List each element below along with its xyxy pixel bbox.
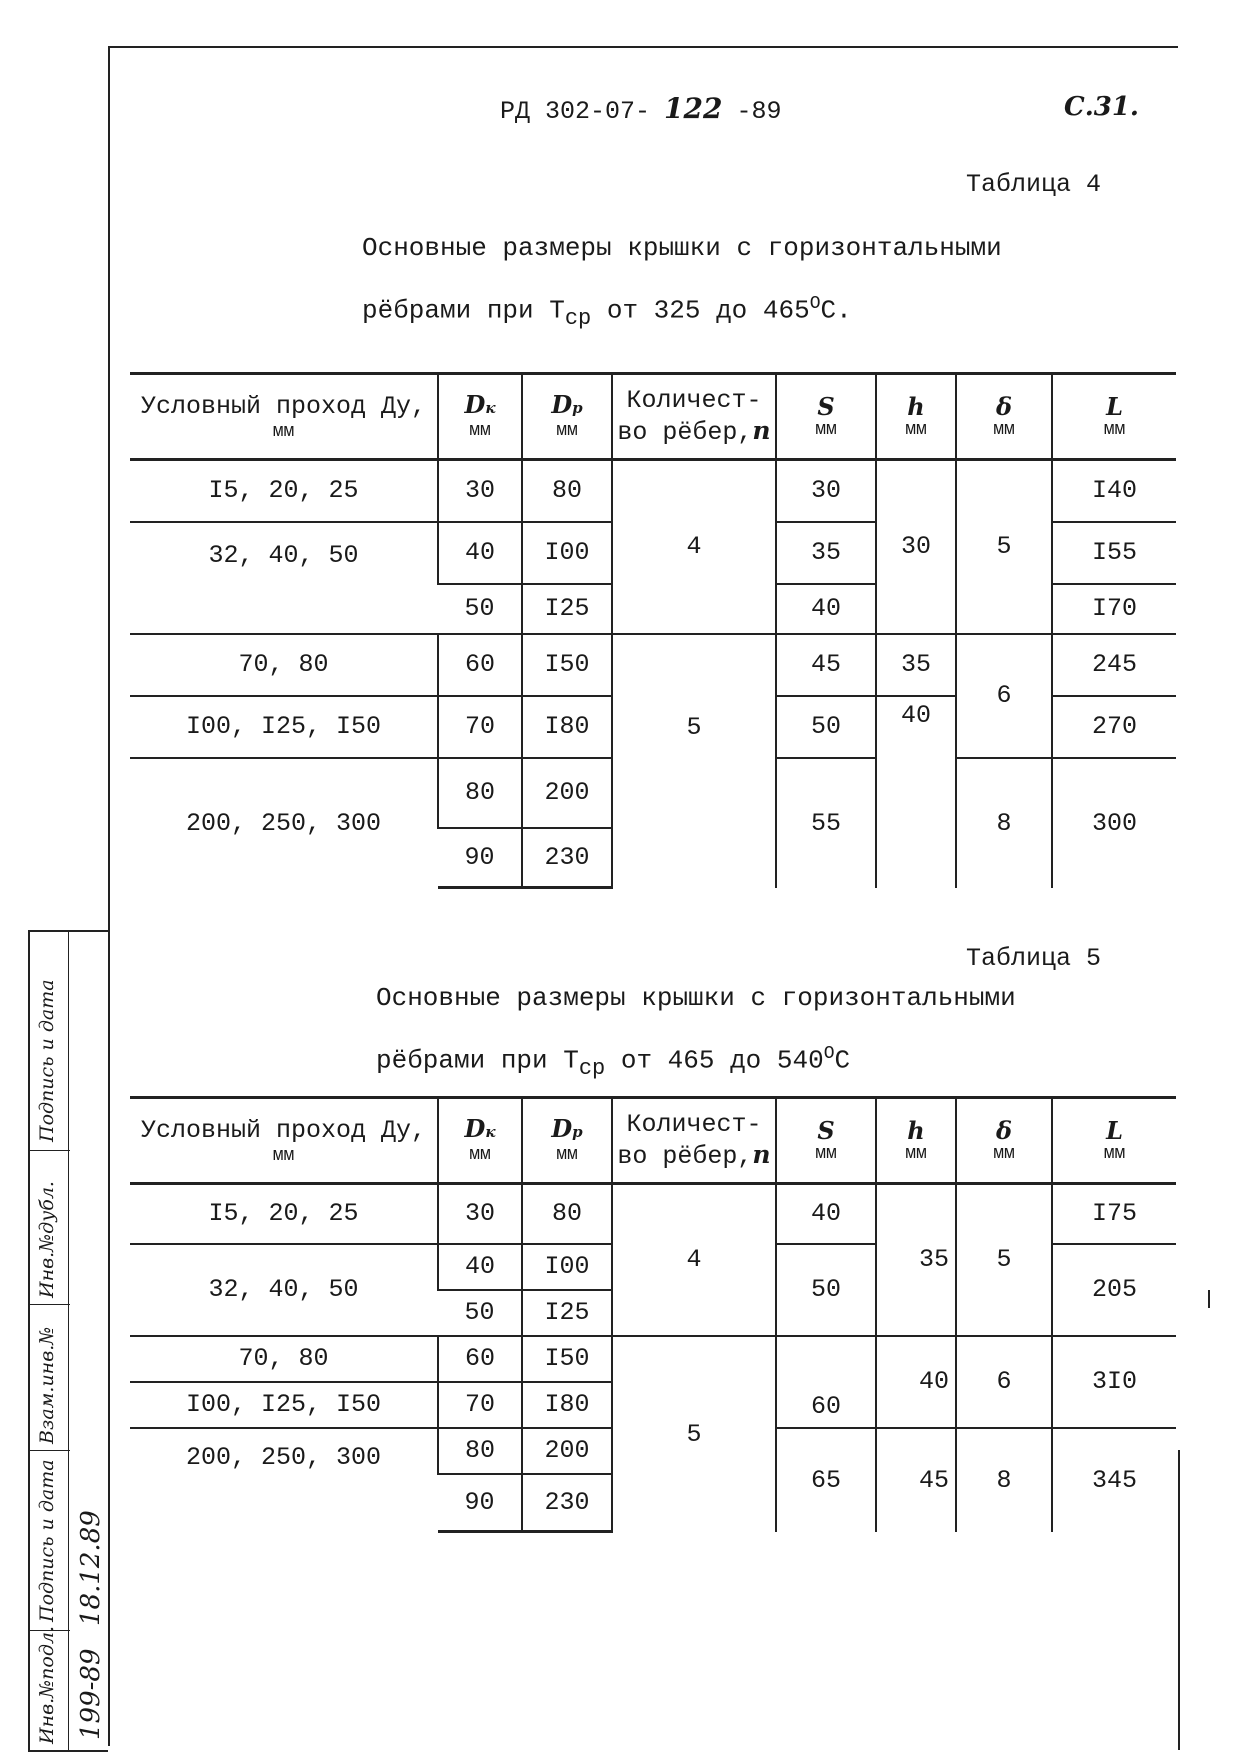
header-unit: мм bbox=[272, 1145, 295, 1166]
table-cell: I50 bbox=[522, 634, 612, 696]
table-cell: 4 bbox=[612, 1184, 776, 1336]
header-symbol: δ bbox=[995, 391, 1012, 421]
table-cell: 50 bbox=[776, 1244, 876, 1336]
table-cell: 32, 40, 50 bbox=[130, 522, 438, 634]
table-cell: I00 bbox=[522, 1244, 612, 1290]
symbol-subscript: к bbox=[485, 1123, 496, 1141]
table5-header-delta bbox=[956, 1098, 1052, 1184]
symbol-main: D bbox=[464, 1114, 486, 1143]
header-text bbox=[613, 416, 775, 448]
symbol-subscript: р bbox=[572, 399, 583, 417]
edge-mark bbox=[1208, 1290, 1210, 1308]
table-cell: 8 bbox=[956, 758, 1052, 888]
symbol-main: D bbox=[551, 1114, 573, 1143]
table-cell: I80 bbox=[522, 696, 612, 758]
caption-text: от 325 до 465 bbox=[591, 295, 810, 326]
table-cell: 90 bbox=[438, 1474, 522, 1532]
table-cell: I5, 20, 25 bbox=[208, 1199, 359, 1229]
table-cell: 50 bbox=[776, 696, 876, 758]
table4-header-n bbox=[612, 374, 776, 460]
table-cell: 200, 250, 300 bbox=[130, 758, 438, 888]
table-cell: I25 bbox=[522, 584, 612, 634]
table4-header-du bbox=[130, 374, 438, 460]
document-code bbox=[500, 92, 782, 126]
table5-caption-line2 bbox=[376, 1026, 1016, 1097]
table-cell: 80 bbox=[522, 1184, 612, 1244]
table-cell: 80 bbox=[438, 1428, 522, 1474]
header-symbol: L bbox=[1106, 1115, 1123, 1145]
table4-header-s bbox=[776, 374, 876, 460]
stamp-divider bbox=[30, 1150, 70, 1151]
header-symbol: h bbox=[907, 391, 925, 421]
header-unit: мм bbox=[1103, 1143, 1126, 1164]
header-symbol bbox=[523, 392, 611, 421]
table-cell: 5 bbox=[956, 1184, 1052, 1336]
table-cell: 60 bbox=[438, 1336, 522, 1382]
caption-text: рёбрами при Т bbox=[362, 295, 565, 326]
table-cell: I75 bbox=[1052, 1184, 1176, 1244]
header-symbol bbox=[523, 1116, 611, 1145]
stamp-divider bbox=[30, 1450, 70, 1451]
header-text: Условный проход Ду, bbox=[140, 391, 427, 421]
symbol-subscript: к bbox=[485, 399, 496, 417]
side-stamp bbox=[28, 930, 108, 1752]
table-cell: 60 bbox=[438, 634, 522, 696]
header-symbol: δ bbox=[995, 1115, 1012, 1145]
table4-header-h bbox=[876, 374, 956, 460]
table-cell: I70 bbox=[1052, 584, 1176, 634]
table-cell: 5 bbox=[612, 1336, 776, 1532]
header-text-part: во рёбер, bbox=[617, 417, 753, 447]
symbol-main: D bbox=[464, 390, 486, 419]
table-cell: 3I0 bbox=[1052, 1336, 1176, 1428]
table-cell: 30 bbox=[438, 460, 522, 522]
table-cell: 40 bbox=[776, 1184, 876, 1244]
table-cell: 70 bbox=[438, 1382, 522, 1428]
table-cell: 70 bbox=[438, 696, 522, 758]
table-cell: 45 bbox=[776, 634, 876, 696]
table5-header-du bbox=[130, 1098, 438, 1184]
table-cell: 50 bbox=[438, 1290, 522, 1336]
header-symbol: n bbox=[752, 1139, 771, 1169]
table-cell: 200, 250, 300 bbox=[130, 1428, 438, 1532]
table-cell: 245 bbox=[1052, 634, 1176, 696]
header-unit: мм bbox=[272, 421, 295, 442]
table-cell: 90 bbox=[438, 828, 522, 888]
table-cell: 200 bbox=[522, 1428, 612, 1474]
table-cell: 65 bbox=[776, 1428, 876, 1532]
table-cell: 80 bbox=[438, 758, 522, 828]
table-cell: I50 bbox=[522, 1336, 612, 1382]
table-cell: 70, 80 bbox=[130, 634, 438, 696]
header-symbol bbox=[439, 392, 521, 421]
table-cell: 40 bbox=[438, 522, 522, 584]
header-text: Количест- bbox=[626, 1109, 762, 1139]
header-unit: мм bbox=[993, 419, 1015, 440]
table5-header-n bbox=[612, 1098, 776, 1184]
frame-left-line bbox=[108, 46, 110, 1746]
table4 bbox=[130, 372, 1176, 889]
table4-header-l bbox=[1052, 374, 1176, 460]
table-cell: 35 bbox=[876, 634, 956, 696]
caption-subscript: ср bbox=[578, 1055, 606, 1081]
table-cell: I55 bbox=[1052, 522, 1176, 584]
table-cell: 55 bbox=[776, 758, 876, 888]
table5 bbox=[130, 1096, 1176, 1533]
table-cell: 6 bbox=[956, 634, 1052, 758]
caption-subscript: ср bbox=[564, 305, 592, 331]
header-symbol bbox=[439, 1116, 521, 1145]
table-cell: 230 bbox=[522, 828, 612, 888]
table-cell: 30 bbox=[776, 460, 876, 522]
stamp-divider bbox=[30, 1304, 70, 1305]
table4-label: Таблица 4 bbox=[966, 170, 1102, 199]
table4-header-dk bbox=[438, 374, 522, 460]
table-cell: I00 bbox=[522, 522, 612, 584]
header-symbol: L bbox=[1106, 391, 1123, 421]
document-code-suffix: -89 bbox=[736, 97, 782, 126]
caption-text: рёбрами при Т bbox=[376, 1045, 579, 1076]
header-unit: мм bbox=[815, 1143, 837, 1164]
table-cell: 70, 80 bbox=[130, 1336, 438, 1382]
table5-header-dk bbox=[438, 1098, 522, 1184]
stamp-handwritten-date: 18.12.89 bbox=[76, 1510, 106, 1626]
caption-superscript: О bbox=[809, 294, 821, 314]
caption-text: С. bbox=[820, 295, 852, 326]
page-number: С.31. bbox=[1064, 92, 1139, 122]
table-cell: I00, I25, I50 bbox=[130, 696, 438, 758]
table-cell: 40 bbox=[876, 696, 956, 888]
stamp-label-vzam: Взам.инв.№ bbox=[36, 1326, 58, 1444]
header-unit: мм bbox=[556, 1145, 578, 1165]
table-cell: I00, I25, I50 bbox=[130, 1382, 438, 1428]
table-cell: 230 bbox=[522, 1474, 612, 1532]
header-unit: мм bbox=[905, 419, 927, 440]
table-cell: 345 bbox=[1052, 1428, 1176, 1532]
table-cell: 40 bbox=[876, 1336, 956, 1428]
table-cell: 32, 40, 50 bbox=[130, 1244, 438, 1336]
table-cell: 30 bbox=[876, 460, 956, 634]
header-symbol: h bbox=[907, 1115, 925, 1145]
document-code-number: 122 bbox=[664, 92, 723, 125]
table4-header-delta bbox=[956, 374, 1052, 460]
table4-header-dp bbox=[522, 374, 612, 460]
document-code-prefix: РД 302-07- bbox=[500, 97, 651, 126]
header-unit: мм bbox=[815, 419, 837, 440]
table-cell: 80 bbox=[522, 460, 612, 522]
header-unit: мм bbox=[556, 421, 578, 441]
stamp-label-inv-dubl: Инв.№дубл. bbox=[36, 1181, 58, 1298]
table5-label: Таблица 5 bbox=[966, 944, 1102, 973]
header-text-part: во рёбер, bbox=[617, 1141, 753, 1171]
table-cell: 60 bbox=[776, 1336, 876, 1428]
table-cell: 35 bbox=[776, 522, 876, 584]
symbol-main: D bbox=[551, 390, 573, 419]
table4-caption bbox=[362, 220, 1002, 347]
caption-text: от 465 до 540 bbox=[605, 1045, 824, 1076]
symbol-subscript: р bbox=[572, 1123, 583, 1141]
stamp-label-inv-orig: Инв.№подл. bbox=[36, 1625, 58, 1744]
table-cell: 5 bbox=[956, 460, 1052, 634]
table-cell: 45 bbox=[876, 1428, 956, 1532]
table-cell: I5, 20, 25 bbox=[208, 476, 359, 506]
table-cell: 35 bbox=[876, 1184, 956, 1336]
table-cell: 40 bbox=[776, 584, 876, 634]
table4-caption-line2 bbox=[362, 276, 1002, 347]
header-unit: мм bbox=[469, 1145, 491, 1165]
table-cell: I80 bbox=[522, 1382, 612, 1428]
table-cell: 8 bbox=[956, 1428, 1052, 1532]
caption-superscript: О bbox=[823, 1044, 835, 1064]
table5-caption bbox=[376, 970, 1016, 1097]
table-cell: I40 bbox=[1052, 460, 1176, 522]
table5-caption-line1: Основные размеры крышки с горизонтальными bbox=[376, 983, 1016, 1013]
table5-header-l bbox=[1052, 1098, 1176, 1184]
frame-right-line bbox=[1178, 1450, 1180, 1750]
caption-text: С bbox=[834, 1045, 851, 1076]
table-cell: 4 bbox=[612, 460, 776, 634]
table4-caption-line1: Основные размеры крышки с горизонтальными bbox=[362, 233, 1002, 263]
header-text bbox=[613, 1140, 775, 1172]
header-unit: мм bbox=[905, 1143, 927, 1164]
frame-top-line bbox=[108, 46, 1178, 48]
table-cell: 50 bbox=[438, 584, 522, 634]
stamp-label-sign-date: Подпись и дата bbox=[36, 1459, 58, 1622]
table-cell: 30 bbox=[438, 1184, 522, 1244]
stamp-label-sign-date2: Подпись и дата bbox=[36, 979, 58, 1142]
header-unit: мм bbox=[993, 1143, 1015, 1164]
table-cell: 200 bbox=[522, 758, 612, 828]
table-cell: I25 bbox=[522, 1290, 612, 1336]
header-text: Количест- bbox=[626, 385, 762, 415]
header-unit: мм bbox=[469, 421, 491, 441]
table-cell: 40 bbox=[438, 1244, 522, 1290]
stamp-handwritten-inv: 199-89 bbox=[76, 1648, 106, 1740]
header-text: Условный проход Ду, bbox=[140, 1115, 427, 1145]
table-cell: 6 bbox=[956, 1336, 1052, 1428]
table-cell: 5 bbox=[612, 634, 776, 888]
table5-header-s bbox=[776, 1098, 876, 1184]
header-symbol: S bbox=[817, 391, 835, 421]
header-unit: мм bbox=[1103, 419, 1126, 440]
table5-header-h bbox=[876, 1098, 956, 1184]
header-symbol: n bbox=[752, 415, 771, 445]
table-cell: 205 bbox=[1052, 1244, 1176, 1336]
table5-header-dp bbox=[522, 1098, 612, 1184]
table-cell: 300 bbox=[1052, 758, 1176, 888]
header-symbol: S bbox=[817, 1115, 835, 1145]
table-cell: 270 bbox=[1052, 696, 1176, 758]
